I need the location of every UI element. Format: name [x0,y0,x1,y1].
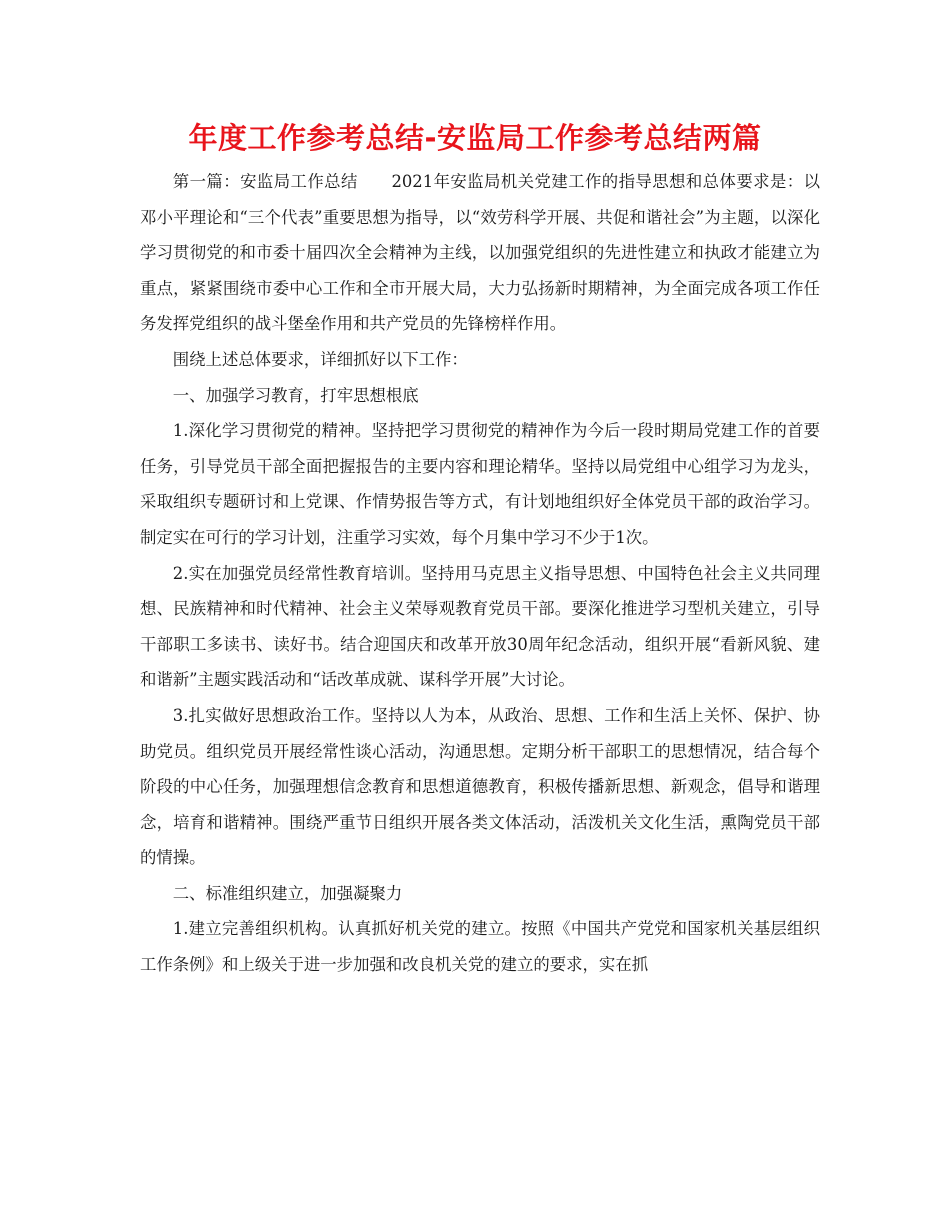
paragraph-1-1: 1.深化学习贯彻党的精神。坚持把学习贯彻党的精神作为今后一段时期局党建工作的首要任务，引导党员干部全面把握报告的主要内容和理论精华。坚持以局党组中心组学习为龙头，采取组织专题研讨和上党课、作情势报告等方式，有计划地组织好全体党员干部的政治学习。制定实在可行的学习计划，注重学习实效，每个月集中学习不少于1次。 [140,421,820,547]
paragraph-intro: 第一篇：安监局工作总结 2021年安监局机关党建工作的指导思想和总体要求是：以邓小平理论和“三个代表”重要思想为指导，以“效劳科学开展、共促和谐社会”为主题，以深化学习贯彻党的和市委十届四次全会精神为主线，以加强党组织的先进性建立和执政才能建立为重点，紧紧围绕市委中心工作和全市开展大局，大力弘扬新时期精神，为全面完成各项工作任务发挥党组织的战斗堡垒作用和共产党员的先锋榜样作用。 [140,172,820,334]
paragraph-requirements: 围绕上述总体要求，详细抓好以下工作： [172,349,468,369]
paragraph-1-3: 3.扎实做好思想政治工作。坚持以人为本，从政治、思想、工作和生活上关怀、保护、协助党员。组织党员开展经常性谈心活动，沟通思想。定期分析干部职工的思想情况，结合每个阶段的中心任务，加强理想信念教育和思想道德教育，积极传播新思想、新观念，倡导和谐理念，培育和谐精神。围绕严重节日组织开展各类文体活动，活泼机关文化生活，熏陶党员干部的情操。 [140,705,820,868]
paragraph-2-1: 1.建立完善组织机构。认真抓好机关党的建立。按照《中国共产党党和国家机关基层组织工作条例》和上级关于进一步加强和改良机关党的建立的要求，实在抓 [140,919,820,975]
document-body [140,164,820,983]
section-heading-1: 一、加强学习教育，打牢思想根底 [172,385,419,405]
section-heading-2: 二、标准组织建立，加强凝聚力 [172,883,403,903]
paragraph-1-2: 2.实在加强党员经常性教育培训。坚持用马克思主义指导思想、中国特色社会主义共同理想、民族精神和时代精神、社会主义荣辱观教育党员干部。要深化推进学习型机关建立，引导干部职工多读书、读好书。结合迎国庆和改革开放30周年纪念活动，组织开展“看新风貌、建和谐新”主题实践活动和“话改革成就、谋科学开展”大讨论。 [140,563,820,690]
document-title: 年度工作参考总结-安监局工作参考总结两篇 [188,121,762,155]
